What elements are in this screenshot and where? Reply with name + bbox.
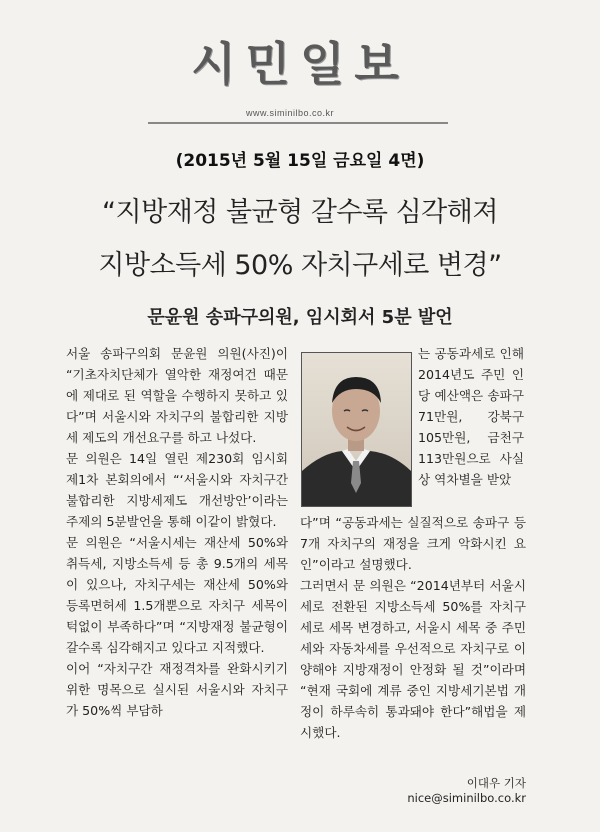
article-column-left bbox=[66, 343, 288, 721]
masthead-url: www.siminilbo.co.kr bbox=[246, 108, 335, 118]
article-paragraph: 문 의원은 “서울시세는 재산세 50%와 취득세, 지방소득세 등 총 9.5개의 세목이 있으나, 자치구세는 재산세 50%와 등록면허세 1.5개뿐으로 자치구 세목이 턱없이 부족하다”며 “지방재정 불균형이 갈수록 심각해지고 있다고 지적했다. bbox=[66, 535, 288, 655]
byline: 이대우 기자 nice@siminilbo.co.kr bbox=[407, 776, 526, 805]
article-paragraph: 그러면서 문 의원은 “2014년부터 서울시세로 전환된 지방소득세 50%를 자치구세로 세목 변경하고, 서울시 세목 중 주민세와 자동차세를 우선적으로 자치구로 이양해야 지방재정이 안정화 될 것”이라며 “현재 국회에 계류 중인 지방세기본법 개정이 하루속히 통과돼야 한다”해법을 제시했다. bbox=[300, 578, 526, 740]
headline-line-1: “지방재정 불균형 갈수록 심각해져 bbox=[102, 197, 498, 228]
article-paragraph: 이어 “자치구간 재정격차를 완화시키기 위한 명목으로 실시된 서울시와 자치구가 50%씩 부담하 bbox=[66, 661, 288, 718]
portrait-photo bbox=[301, 352, 412, 507]
headline-line-2: 지방소득세 50% 자치구세로 변경” bbox=[98, 250, 502, 281]
article-paragraph: 문 의원은 14일 열린 제230회 임시회 제1차 본회의에서 “‘서울시와 자치구간 불합리한 지방세제도 개선방안’이라는 주제의 5분발언을 통해 이같이 밝혔다. bbox=[66, 451, 288, 529]
masthead-title: 시민일보 bbox=[191, 37, 409, 91]
article-column-right-top bbox=[418, 343, 524, 490]
article-column-right-bottom bbox=[300, 512, 526, 743]
article-paragraph: 서울 송파구의회 문윤원 의원(사진)이 “기초자치단체가 열악한 재정여건 때문에 제대로 된 역할을 수행하지 못하고 있다”며 서울시와 자치구의 불합리한 지방세 제도의 개선요구를 하고 나섰다. bbox=[66, 346, 288, 445]
portrait-illustration bbox=[302, 353, 411, 506]
dateline: (2015년 5월 15일 금요일 4면) bbox=[175, 151, 425, 171]
masthead bbox=[0, 28, 600, 94]
masthead-rule bbox=[148, 122, 448, 124]
article-paragraph: 는 공동과세로 인해 2014년도 주민 인당 예산액은 송파구 71만원, 강북구 105만원, 금천구 113만원으로 사실상 역차별을 받았 bbox=[418, 346, 524, 487]
article-paragraph: 다”며 “공동과세는 실질적으로 송파구 등 7개 자치구의 재정을 크게 악화시킨 요인”이라고 설명했다. bbox=[300, 515, 526, 572]
subheadline: 문윤원 송파구의원, 임시회서 5분 발언 bbox=[147, 307, 453, 328]
